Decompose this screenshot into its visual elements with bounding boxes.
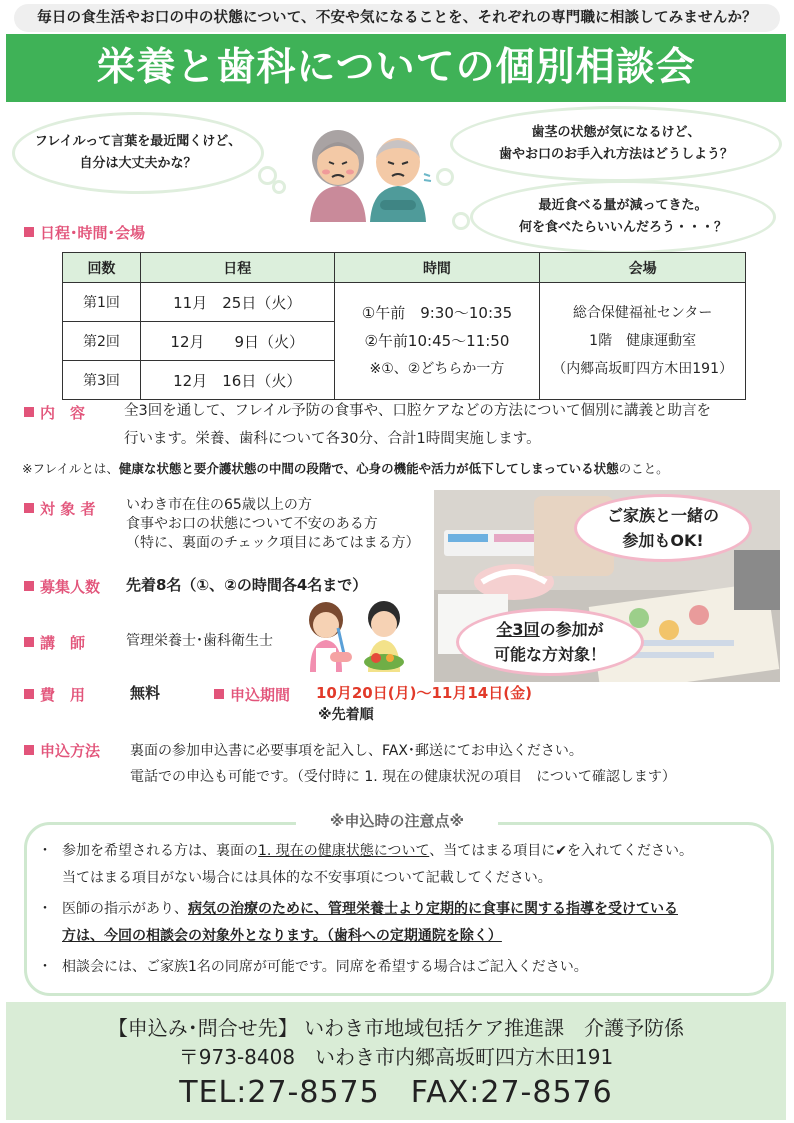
notes-list: [34, 838, 754, 981]
frailty-note-definition: 健康な状態と要介護状態の中間の段階で、心身の機能や活力が低下してしまっている状態: [118, 461, 619, 476]
note-item-continued: 当てはまる項目がない場合には具体的な不安事項について記載してください。: [62, 870, 552, 886]
note-item: ・ 相談会には、ご家族1名の同席が可能です。同席を希望する場合はご記入ください。: [34, 954, 754, 981]
family-badge-line1: ご家族と一緒の: [606, 506, 719, 525]
session-date: 12月 16日（火）: [140, 361, 334, 400]
bullet: ・: [38, 901, 52, 917]
section-marker: [214, 689, 224, 699]
bullet: ・: [38, 959, 52, 975]
session-date: 11月 25日（火）: [140, 283, 334, 322]
schedule-label: 日程･時間･会場: [24, 222, 145, 243]
frailty-note-suffix: のこと。: [618, 461, 669, 476]
bubble-appetite-line2: 何を食べたらいいんだろう・・・？: [518, 220, 727, 235]
bubble-appetite: [470, 180, 776, 254]
page-title: 栄養と歯科についての個別相談会: [6, 34, 786, 102]
session-number: 第2回: [63, 322, 141, 361]
method-line: 電話での申込も可能です。（受付時に 1. 現在の健康状況の項目 について確認します）: [130, 769, 676, 785]
notes-title: ※申込時の注意点※: [296, 808, 498, 834]
family-badge: [574, 494, 752, 562]
method-line: 裏面の参加申込書に必要事項を記入し、FAX･郵送にてお申込ください。: [130, 743, 583, 759]
header-cell: 時間: [334, 253, 540, 283]
lecturer-label: 講 師: [24, 632, 85, 653]
bubble-gums: [450, 106, 782, 182]
capacity-label: 募集人数: [24, 576, 100, 597]
table-header-row: [63, 253, 746, 283]
all-sessions-badge-line2: 可能な方対象！: [493, 645, 606, 664]
section-marker: [24, 745, 34, 755]
period-label: 申込期間: [214, 684, 290, 705]
section-marker: [24, 407, 34, 417]
time-cell: [334, 283, 540, 400]
section-marker: [24, 637, 34, 647]
target-line: 食事やお口の状態について不安のある方: [126, 516, 378, 532]
frailty-note-prefix: ※フレイルとは、: [22, 461, 119, 476]
session-date: 12月 9日（火）: [140, 322, 334, 361]
method-label: 申込方法: [24, 740, 100, 761]
target-line: （特に、裏面のチェック項目にあてはまる方）: [126, 535, 420, 551]
section-marker: [24, 227, 34, 237]
time-line: ②午前10:45～11:50: [364, 332, 510, 350]
time-line: ①午前 9:30～10:35: [361, 304, 513, 322]
contact-dept: 【申込み･問合せ先】 いわき市地域包括ケア推進課 介護予防係: [107, 1016, 685, 1040]
note-item: ・ 参加を希望される方は、裏面の1. 現在の健康状態について、当てはまる項目に✔を入れてください。: [34, 838, 754, 865]
contact-footer: [6, 1002, 786, 1120]
staff-illustration: [298, 598, 418, 672]
venue-line: 総合保健福祉センター: [572, 305, 713, 321]
check-icon: ✔: [555, 843, 567, 859]
schedule-table: [62, 252, 746, 400]
bubble-gums-line2: 歯やお口のお手入れ方法はどうしよう？: [498, 147, 733, 162]
time-note: ※①、②どちらか一方: [369, 361, 505, 377]
fee-value: 無料: [130, 684, 161, 702]
session-number: 第1回: [63, 283, 141, 322]
all-sessions-badge-line1: 全3回の参加が: [496, 620, 604, 639]
all-sessions-badge: [456, 608, 644, 676]
table-row: [63, 283, 746, 322]
content-line2: 行います。栄養、歯科について各30分、合計1時間実施します。: [124, 431, 541, 447]
bubble-appetite-line1: 最近食べる量が減ってきた。: [538, 198, 708, 213]
contact-phone-fax: TEL:27-8575 FAX:27-8576: [179, 1075, 613, 1110]
target-line: いわき市在住の65歳以上の方: [126, 497, 312, 513]
capacity-value: 先着8名（①、②の時間各4名まで）: [126, 576, 368, 594]
fee-label: 費 用: [24, 684, 85, 705]
venue-line: （内郷高坂町四方木田191）: [552, 361, 733, 377]
method-text: [130, 738, 780, 790]
target-label: 対 象 者: [24, 498, 95, 519]
section-marker: [24, 581, 34, 591]
venue-line: 1階 健康運動室: [589, 333, 697, 349]
bubble-frailty: [12, 112, 264, 194]
bubble-frailty-line2: 自分は大丈夫かな？: [79, 156, 197, 171]
session-number: 第3回: [63, 361, 141, 400]
lecturer-value: 管理栄養士･歯科衛生士: [126, 633, 273, 649]
content-line1: 全3回を通して、フレイル予防の食事や、口腔ケアなどの方法について個別に講義と助言を: [124, 403, 712, 419]
note-item: ・ 医師の指示があり、病気の治療のために、管理栄養士より定期的に食事に関する指導を受けている: [34, 896, 754, 923]
bubble-dot: [436, 168, 454, 186]
elderly-couple-illustration: [302, 122, 434, 222]
period-value: 10月20日(月)～11月14日(金): [316, 684, 532, 702]
contact-address: 〒973-8408 いわき市内郷高坂町四方木田191: [178, 1045, 614, 1069]
section-marker: [24, 503, 34, 513]
note-item-continued: 方は、今回の相談会の対象外となります。（歯科への定期通院を除く）: [62, 928, 502, 944]
bubble-dot: [452, 212, 470, 230]
target-text: [126, 496, 420, 553]
content-label: 内 容: [24, 402, 85, 423]
section-marker: [24, 689, 34, 699]
bubble-gums-line1: 歯茎の状態が気になるけど、: [531, 125, 701, 140]
bubble-dot: [272, 180, 286, 194]
header-cell: 回数: [63, 253, 141, 283]
frailty-note: [22, 458, 792, 480]
period-note: ※先着順: [318, 707, 374, 723]
header-cell: 会場: [540, 253, 746, 283]
bullet: ・: [38, 843, 52, 859]
header-cell: 日程: [140, 253, 334, 283]
top-banner: 毎日の食生活やお口の中の状態について、不安や気になることを、それぞれの専門職に相談してみませんか？: [14, 4, 780, 32]
venue-cell: [540, 283, 746, 400]
bubble-frailty-line1: フレイルって言葉を最近聞くけど、: [34, 134, 242, 149]
family-badge-line2: 参加もOK!: [622, 531, 704, 550]
